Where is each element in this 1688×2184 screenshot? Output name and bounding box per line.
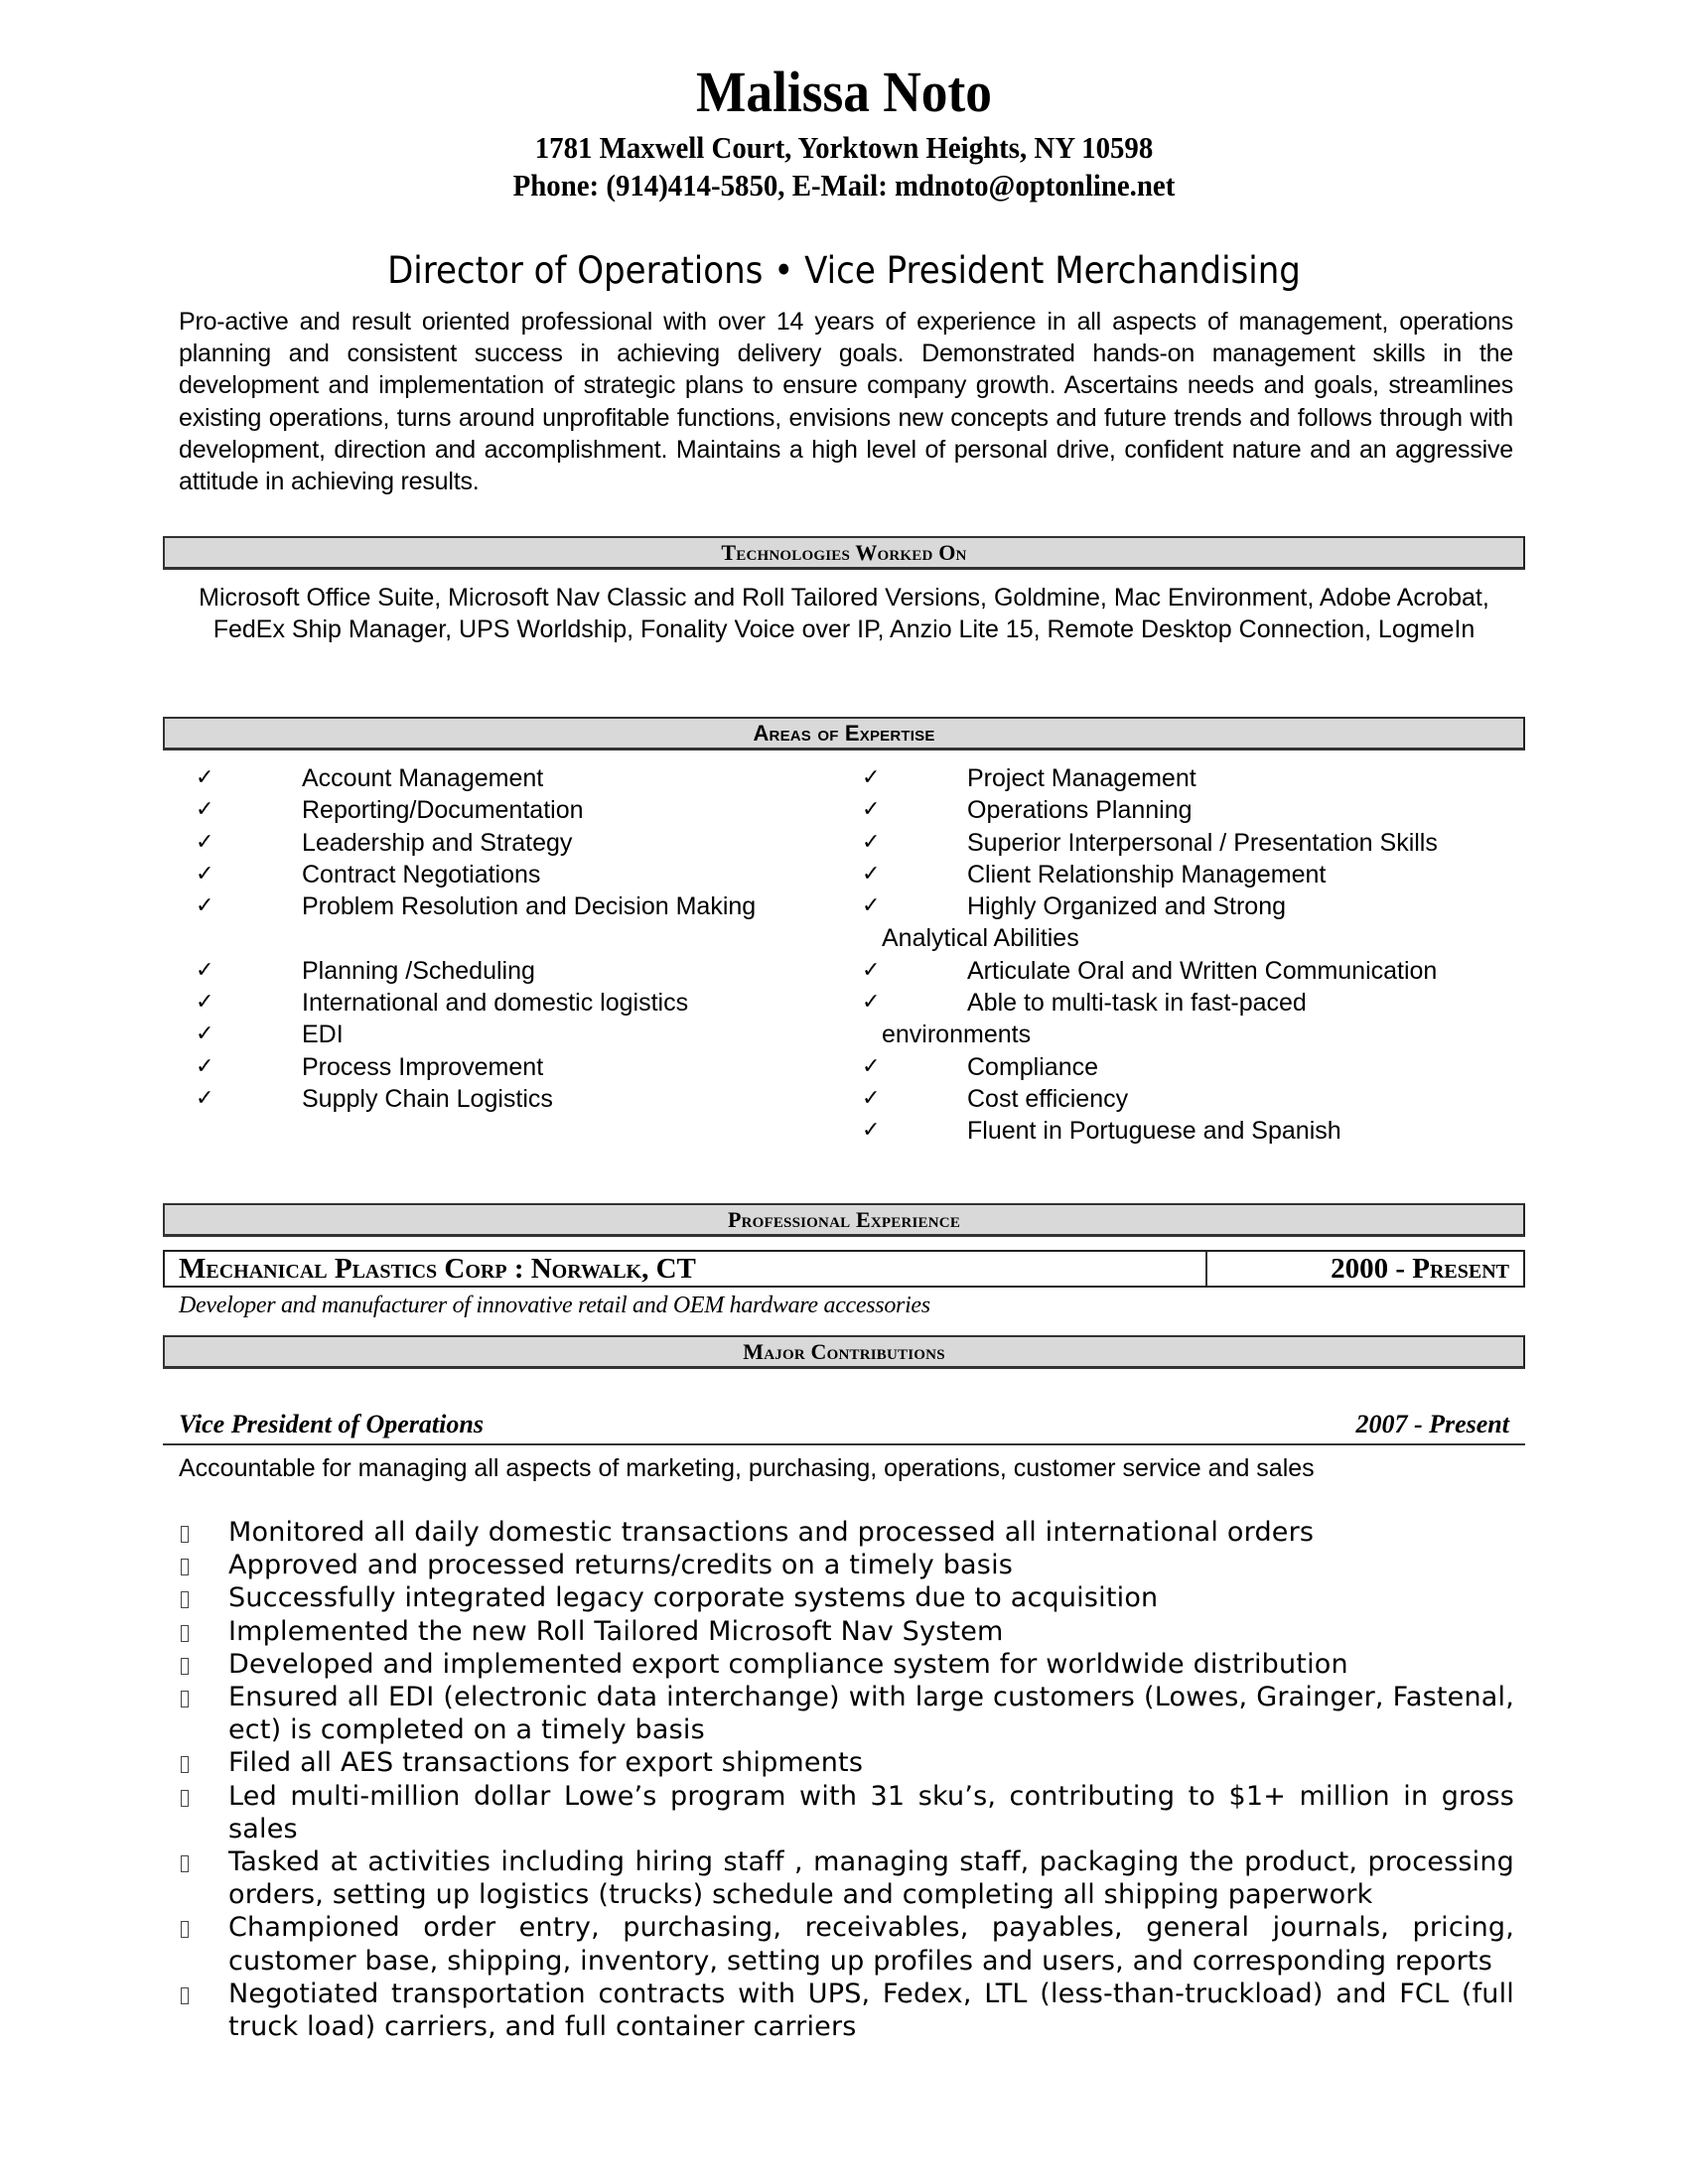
- list-item: Tasked at activities including hiring staff , managing staff, packaging the product, processing orders, setting up logistics (trucks) schedule and completing all shipping paperwork: [179, 1845, 1514, 1911]
- technologies-list: Microsoft Office Suite, Microsoft Nav Classic and Roll Tailored Versions, Goldmine, Mac Environment, Adobe Acrobat, FedEx Ship Manager, UPS Worldship, Fonality Voice over IP, Anzio Lite 15, Remote Desktop Connection, LogmeIn: [199, 584, 1489, 644]
- expertise-item: ✓ Supply Chain Logistics: [196, 1083, 831, 1115]
- bullet-icon: [179, 1516, 228, 1549]
- expertise-item: ✓ Leadership and Strategy: [196, 827, 831, 859]
- expertise-item: ✓ International and domestic logistics: [196, 987, 831, 1019]
- checkmark-icon: ✓: [196, 797, 214, 823]
- expertise-item: ✓ Operations Planning: [862, 794, 1517, 826]
- checkmark-icon: ✓: [196, 829, 214, 855]
- expertise-item: ✓ Reporting/Documentation: [196, 794, 831, 826]
- list-item: Monitored all daily domestic transactions and processed all international orders: [179, 1516, 1514, 1549]
- bullet-icon: [179, 1648, 228, 1681]
- section-heading-technologies: Technologies Worked On: [163, 536, 1525, 570]
- spacer: [196, 922, 831, 954]
- list-item: Ensured all EDI (electronic data interchange) with large customers (Lowes, Grainger, Fastenal, ect) is completed on a timely basis: [179, 1681, 1514, 1746]
- checkmark-icon: ✓: [862, 1053, 881, 1079]
- role-title: Vice President of Operations: [179, 1410, 484, 1438]
- role-dates: 2007 - Present: [1355, 1410, 1509, 1438]
- list-item: Approved and processed returns/credits on a timely basis: [179, 1549, 1514, 1581]
- checkmark-icon: ✓: [862, 765, 881, 790]
- expertise-item: ✓ Process Improvement: [196, 1051, 831, 1083]
- checkmark-icon: ✓: [862, 893, 881, 919]
- company-name: Mechanical Plastics Corp : Norwalk, CT: [165, 1252, 1207, 1286]
- expertise-item: ✓ Able to multi-task in fast-paced environments: [862, 989, 1307, 1049]
- list-item: Led multi-million dollar Lowe’s program with 31 sku’s, contributing to $1+ million in gross sales: [179, 1780, 1514, 1845]
- bullet-icon: [179, 1681, 228, 1746]
- contributions-list: [179, 1516, 1514, 2043]
- checkmark-icon: ✓: [862, 990, 881, 1016]
- bullet-icon: [179, 1581, 228, 1614]
- checkmark-icon: ✓: [196, 957, 214, 983]
- headline: Director of Operations • Vice President Merchandising: [387, 249, 1301, 292]
- bullet-icon: [179, 1911, 228, 1977]
- bullet-icon: [179, 1746, 228, 1779]
- expertise-left-column: [196, 762, 831, 1115]
- professional-summary: Pro-active and result oriented professional with over 14 years of experience in all aspects of management, operations planning and consistent success in achieving delivery goals. Demonstrated hands-on management skills in the development and implementation of strategic plans to ensure company growth. Ascertains needs and goals, streamlines existing operations, turns around unprofitable functions, envisions new concepts and future trends and follows through with development, direction and accomplishment. Maintains a high level of personal drive, confident nature and an aggressive attitude in achieving results.: [179, 308, 1513, 496]
- expertise-item: ✓ Compliance: [862, 1051, 1517, 1083]
- checkmark-icon: ✓: [196, 861, 214, 887]
- checkmark-icon: ✓: [862, 1085, 881, 1111]
- checkmark-icon: ✓: [862, 829, 881, 855]
- checkmark-icon: ✓: [862, 1118, 881, 1144]
- bullet-icon: [179, 1780, 228, 1845]
- checkmark-icon: ✓: [196, 1085, 214, 1111]
- expertise-item: ✓ Client Relationship Management: [862, 859, 1517, 890]
- expertise-item: ✓ Superior Interpersonal / Presentation Skills: [862, 827, 1517, 859]
- company-description: Developer and manufacturer of innovative retail and OEM hardware accessories: [179, 1293, 930, 1318]
- company-dates: 2000 - Present: [1331, 1253, 1509, 1285]
- expertise-item: ✓ Contract Negotiations: [196, 859, 831, 890]
- expertise-item: ✓ Highly Organized and Strong Analytical Abilities: [862, 892, 1287, 953]
- list-item: Negotiated transportation contracts with UPS, Fedex, LTL (less-than-truckload) and FCL (full truck load) carriers, and full container carriers: [179, 1978, 1514, 2043]
- expertise-item: ✓ Problem Resolution and Decision Making: [196, 890, 831, 922]
- list-item: Successfully integrated legacy corporate systems due to acquisition: [179, 1581, 1514, 1614]
- candidate-name: Malissa Noto: [696, 60, 992, 124]
- checkmark-icon: ✓: [196, 1053, 214, 1079]
- bullet-icon: [179, 1615, 228, 1648]
- list-item: Filed all AES transactions for export shipments: [179, 1746, 1514, 1779]
- contact-line: Phone: (914)414-5850, E-Mail: mdnoto@optonline.net: [512, 168, 1176, 203]
- checkmark-icon: ✓: [196, 893, 214, 919]
- expertise-right-column: [862, 762, 1517, 1148]
- expertise-item: ✓ Project Management: [862, 762, 1517, 794]
- list-item: Championed order entry, purchasing, receivables, payables, general journals, pricing, customer base, shipping, inventory, setting up profiles and users, and corresponding reports: [179, 1911, 1514, 1977]
- bullet-icon: [179, 1845, 228, 1911]
- checkmark-icon: ✓: [196, 765, 214, 790]
- checkmark-icon: ✓: [196, 1022, 214, 1047]
- list-item: Developed and implemented export compliance system for worldwide distribution: [179, 1648, 1514, 1681]
- list-item: Implemented the new Roll Tailored Microsoft Nav System: [179, 1615, 1514, 1648]
- role-header: [163, 1408, 1525, 1445]
- expertise-item: ✓ EDI: [196, 1019, 831, 1050]
- expertise-item: ✓ Fluent in Portuguese and Spanish: [862, 1115, 1517, 1147]
- checkmark-icon: ✓: [196, 990, 214, 1016]
- section-heading-expertise: Areas of Expertise: [163, 717, 1525, 751]
- bullet-icon: [179, 1549, 228, 1581]
- expertise-item: ✓ Account Management: [196, 762, 831, 794]
- role-summary: Accountable for managing all aspects of marketing, purchasing, operations, customer service and sales: [179, 1454, 1315, 1482]
- bullet-icon: [179, 1978, 228, 2043]
- checkmark-icon: ✓: [862, 861, 881, 887]
- expertise-item: ✓ Articulate Oral and Written Communication: [862, 955, 1517, 987]
- checkmark-icon: ✓: [862, 797, 881, 823]
- expertise-item: ✓ Cost efficiency: [862, 1083, 1517, 1115]
- address: 1781 Maxwell Court, Yorktown Heights, NY 10598: [534, 130, 1154, 165]
- checkmark-icon: ✓: [862, 957, 881, 983]
- section-heading-experience: Professional Experience: [163, 1203, 1525, 1237]
- company-header: [163, 1250, 1525, 1288]
- section-heading-contributions: Major Contributions: [163, 1335, 1525, 1369]
- expertise-item: ✓ Planning /Scheduling: [196, 955, 831, 987]
